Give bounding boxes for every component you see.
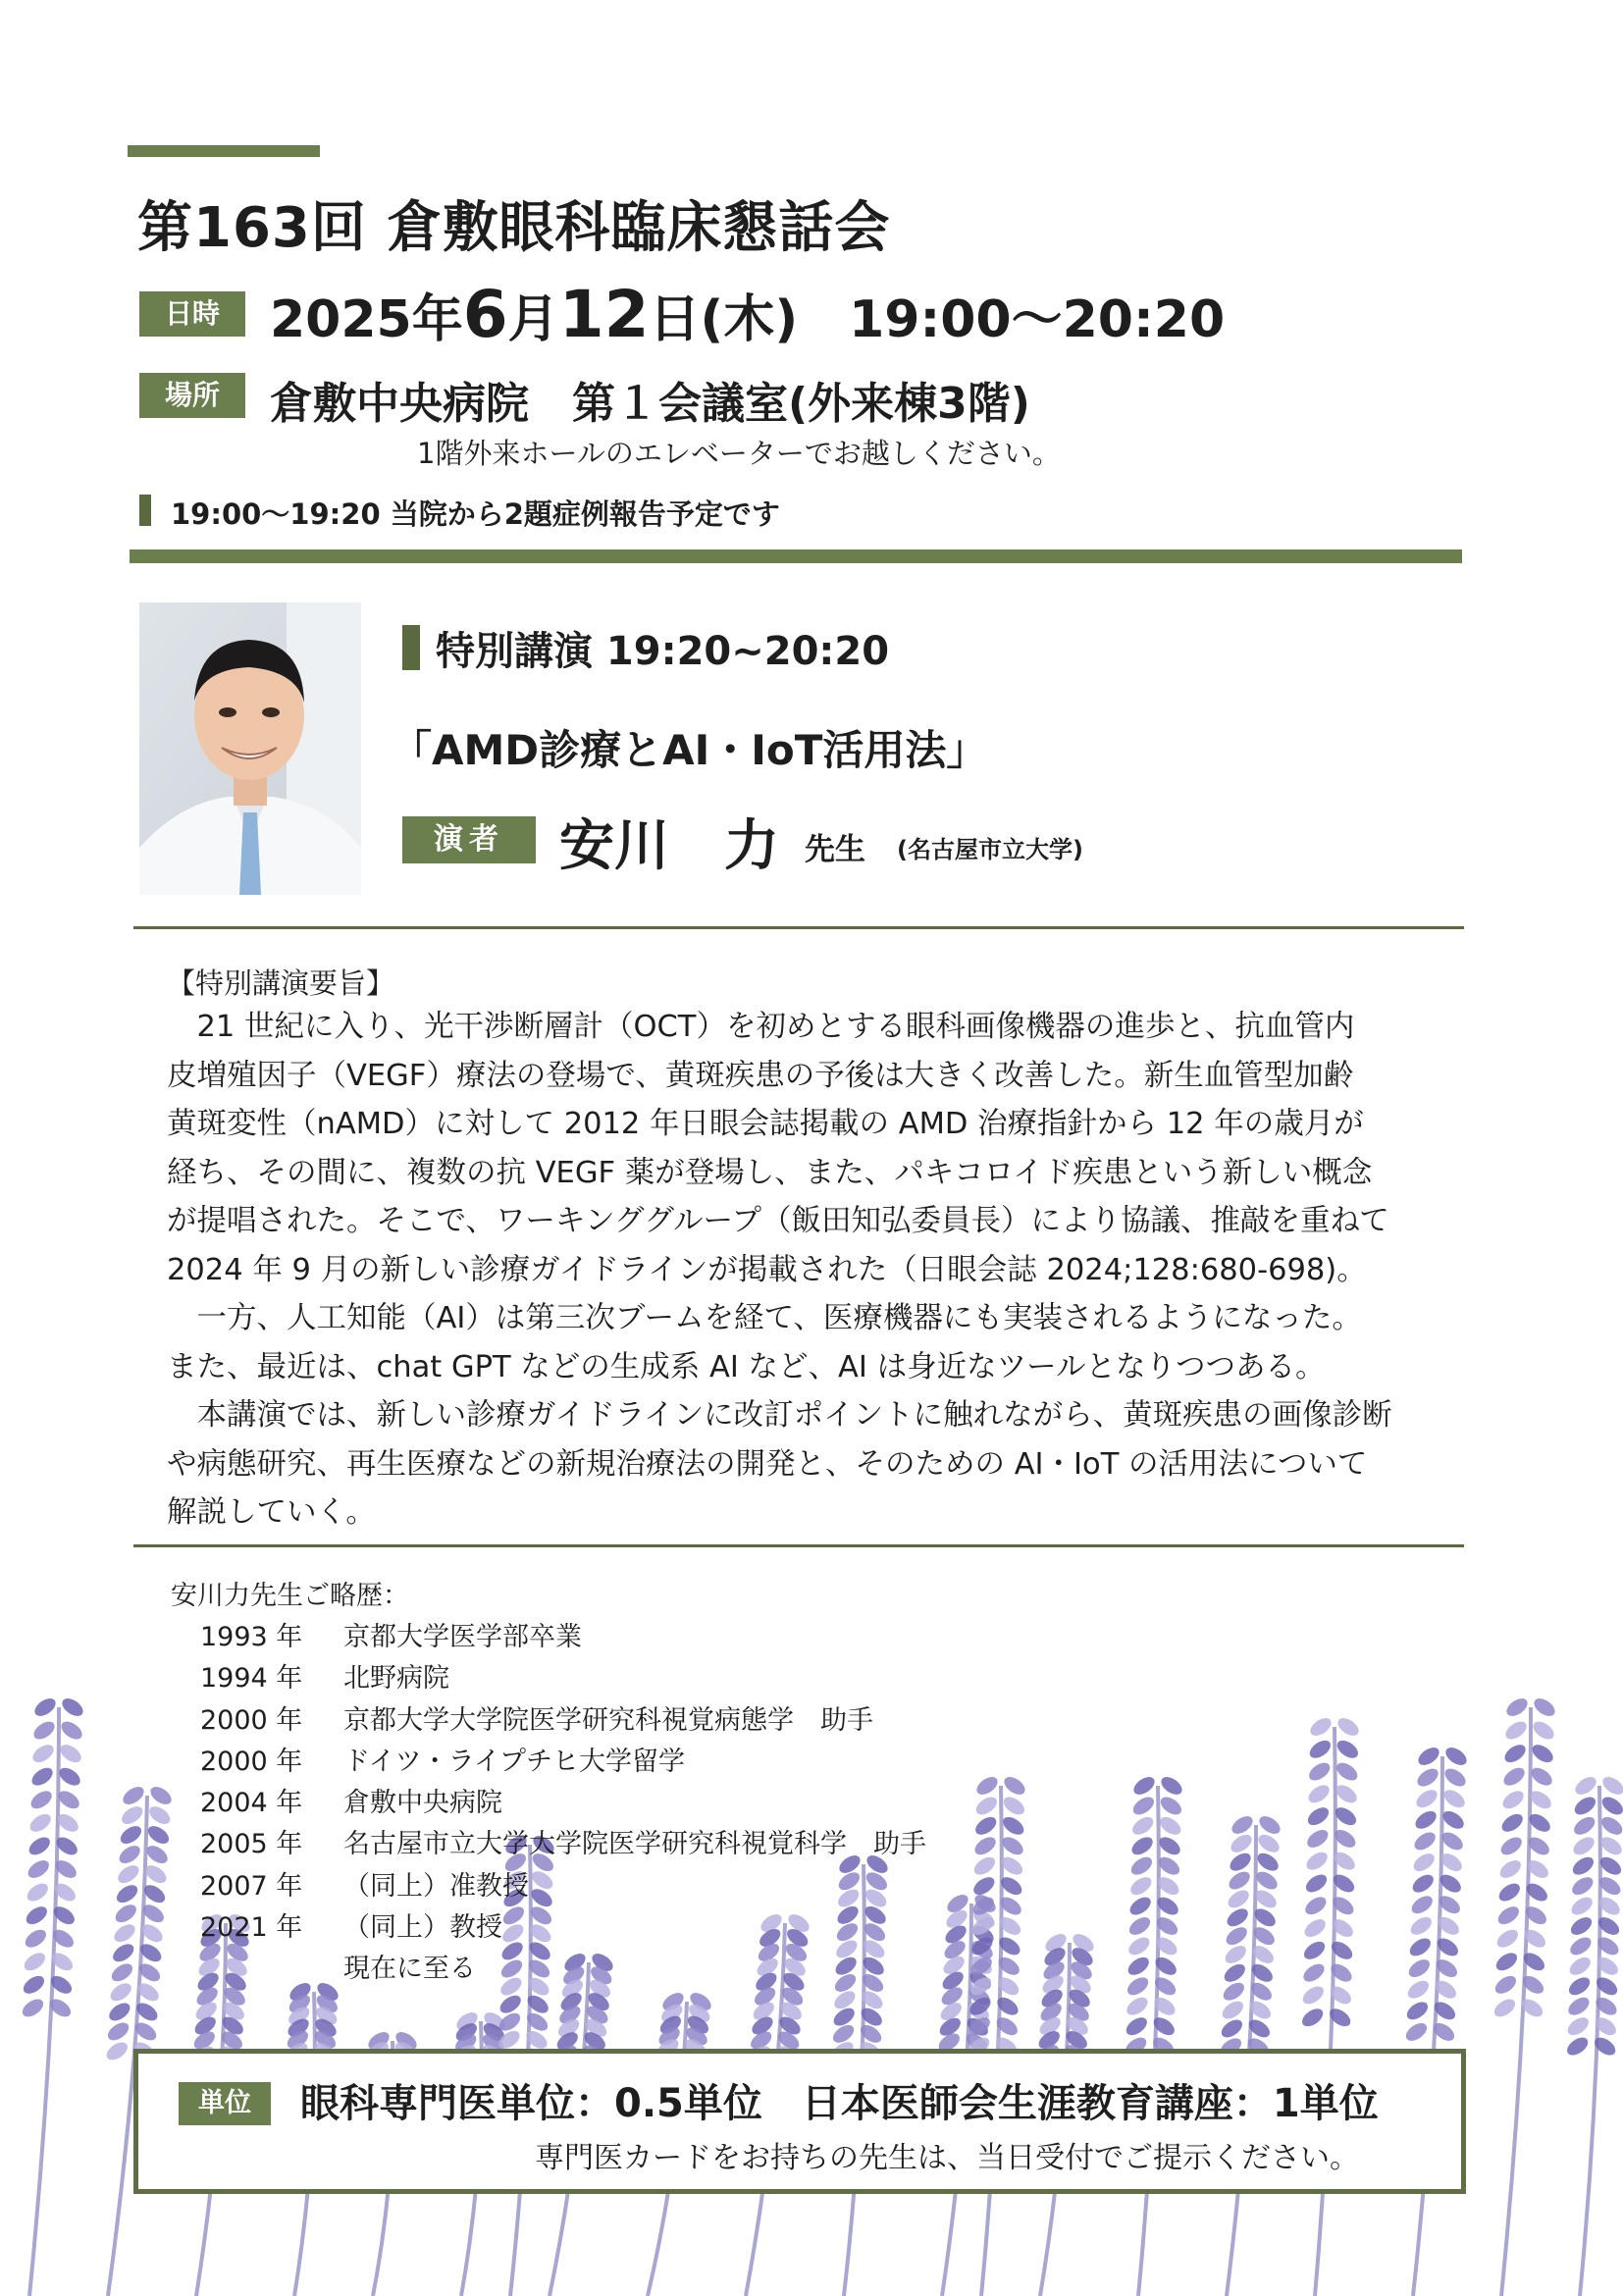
lavender-bud — [23, 1926, 50, 1951]
lavender-bud — [120, 1783, 147, 1807]
lavender-bud — [110, 1941, 137, 1965]
lavender-bud — [1495, 1880, 1523, 1905]
lavender-bud — [1303, 1871, 1331, 1896]
event-title: 第163回 倉敷眼科臨床懇話会 — [137, 196, 891, 260]
lavender-bud — [1568, 1913, 1596, 1938]
lavender-bud — [107, 1980, 134, 2005]
lavender-bud — [831, 1988, 859, 2012]
lavender-bud — [1502, 1718, 1530, 1743]
lavender-bud — [1498, 1810, 1526, 1835]
lavender-bud — [1225, 1887, 1252, 1911]
lavender-bud — [1568, 1894, 1596, 1918]
lavender-bud — [1406, 1935, 1434, 1959]
lavender-bud — [1123, 2014, 1150, 2039]
lavender-bud — [1304, 1826, 1332, 1851]
date-year: 2025年 — [270, 290, 463, 349]
lavender-bud — [1572, 1773, 1599, 1798]
lavender-bud — [1224, 1905, 1251, 1930]
lavender-bud — [1125, 1974, 1152, 1999]
bio-text: （同上）教授 — [343, 1912, 502, 1944]
lavender-bud — [1254, 1850, 1282, 1874]
lavender-bud — [1301, 1915, 1329, 1940]
bio-text: 倉敷中央病院 — [343, 1788, 502, 1819]
lavender-bud — [1128, 1834, 1156, 1858]
lavender-bud — [147, 1783, 175, 1807]
abstract-line: 皮増殖因子（VEGF）療法の登場で、黄斑疾患の予後は大きく改善した。新生血管型加齢 — [167, 1058, 1354, 1093]
section-divider — [133, 926, 1464, 929]
section-divider-thick — [130, 549, 1462, 563]
lavender-bud — [1566, 1974, 1594, 1999]
lavender-bud — [973, 1773, 1001, 1798]
abstract-line: 経ち、その間に、複数の抗 VEGF 薬が登場し、また、パキコロイド疾患という新しい概念 — [167, 1155, 1373, 1190]
lavender-bud — [1125, 1954, 1152, 1978]
lavender-bud — [20, 1996, 47, 2020]
lavender-bud — [1494, 1904, 1522, 1928]
lavender-bud — [1228, 1831, 1255, 1855]
lavender-bud — [1229, 1812, 1256, 1837]
lavender-bud — [1569, 1874, 1597, 1899]
case-report-marker — [139, 495, 151, 526]
lavender-bud — [1570, 1834, 1597, 1858]
lavender-bud — [971, 1834, 999, 1858]
lavender-bud — [115, 1862, 142, 1887]
lavender-bud — [1130, 1794, 1158, 1818]
event-date — [270, 277, 1225, 352]
lavender-bud — [1301, 1938, 1329, 1962]
lavender-bud — [1299, 1983, 1327, 2008]
lavender-bud — [105, 2019, 132, 2044]
lavender-bud — [1299, 2006, 1327, 2030]
lavender-bud — [830, 2021, 858, 2046]
abstract-line: や病態研究、再生医療などの新規治療法の開発と、そのための AI・IoT の活用法について — [167, 1446, 1368, 1482]
lavender-bud — [27, 1788, 55, 1812]
abstract-line: 2024 年 9 月の新しい診療ガイドラインが掲載された（日眼会誌 2024;128:680-698)。 — [167, 1252, 1367, 1287]
lavender-bud — [103, 2039, 131, 2063]
lavender-bud — [1305, 1782, 1333, 1806]
lavender-bud — [1219, 2016, 1246, 2041]
lavender-bud — [58, 1718, 85, 1743]
lavender-bud — [863, 1886, 890, 1910]
lavender-bud — [499, 1921, 527, 1946]
lavender-bud — [1227, 1850, 1254, 1874]
lavender-bud — [834, 1920, 862, 1945]
lecture-title: 「AMD診療とAI・IoT活用法」 — [391, 726, 988, 774]
lavender-bud — [498, 1939, 526, 1963]
lavender-bud — [1411, 1829, 1439, 1853]
lavender-bud — [1000, 1813, 1027, 1838]
bio-year: 2005 年 — [200, 1829, 303, 1860]
speaker-affiliation: (名古屋市立大学) — [897, 836, 1083, 863]
abstract-line: 解説していく。 — [167, 1495, 376, 1530]
lavender-bud — [1158, 1773, 1185, 1798]
lavender-bud — [1126, 1934, 1153, 1958]
lavender-bud — [1126, 1894, 1154, 1918]
lavender-bud — [1306, 1759, 1334, 1784]
lavender-bud — [1405, 1977, 1433, 2002]
lavender-bud — [1001, 1773, 1028, 1798]
credit-tag: 単位 — [179, 2082, 271, 2125]
bio-year: 2021 年 — [200, 1912, 303, 1944]
credit-note: 専門医カードをお持ちの先生は、当日受付でご提示ください。 — [535, 2141, 1359, 2175]
lavender-bud — [971, 1853, 999, 1878]
bio-text: 北野病院 — [343, 1663, 449, 1695]
lavender-bud — [836, 1869, 864, 1894]
lavender-bud — [1408, 1893, 1436, 1917]
lavender-bud — [1565, 1994, 1593, 2018]
lavender-bud — [111, 1921, 138, 1946]
lavender-bud — [1302, 1894, 1330, 1918]
abstract-line: 21 世紀に入り、光干渉断層計（OCT）を初めとする眼科画像機器の進歩と、抗血管内 — [167, 1010, 1355, 1044]
lavender-bud — [26, 1834, 53, 1858]
abstract-line: 黄斑変性（nAMD）に対して 2012 年日眼会誌掲載の AMD 治療指針から 12 年の歳月が — [167, 1107, 1364, 1141]
lavender-bud — [1571, 1813, 1598, 1838]
lavender-bud — [1307, 1737, 1335, 1761]
lavender-bud — [114, 1882, 141, 1906]
lavender-bud — [835, 1886, 863, 1910]
bio-year: 2000 年 — [200, 1704, 303, 1736]
lavender-bud — [1256, 1812, 1283, 1837]
lavender-bud — [1404, 1999, 1432, 2023]
abstract-body — [167, 1003, 1442, 1538]
lavender-bud — [830, 2005, 858, 2029]
lavender-bud — [1503, 1695, 1531, 1719]
lavender-bud — [1335, 1737, 1362, 1761]
lavender-bud — [1441, 1765, 1469, 1790]
lavender-bud — [1124, 1994, 1151, 2018]
lavender-bud — [832, 1970, 860, 1995]
lavender-bud — [833, 1937, 861, 1961]
lavender-bud — [146, 1802, 174, 1827]
speaker-name: 安川 力 — [559, 814, 779, 878]
lavender-bud — [1501, 1742, 1529, 1766]
lavender-bud — [1413, 1787, 1440, 1811]
lavender-bud — [1500, 1764, 1528, 1789]
lavender-bud — [1158, 1794, 1185, 1818]
lavender-bud — [29, 1742, 57, 1766]
lavender-bud — [21, 1972, 48, 1997]
lavender-bud — [1223, 1924, 1250, 1949]
lavender-bud — [1599, 1794, 1623, 1818]
lavender-bud — [1222, 1942, 1249, 1966]
lavender-bud — [145, 1822, 173, 1847]
lavender-bud — [1220, 1998, 1247, 2022]
lavender-bud — [1440, 1787, 1468, 1811]
lavender-bud — [1531, 1695, 1558, 1719]
lavender-bud — [24, 1880, 51, 1905]
lavender-bud — [1307, 1714, 1335, 1739]
bio-year: 2007 年 — [200, 1870, 303, 1902]
lavender-bud — [1409, 1871, 1437, 1896]
lavender-bud — [1492, 1972, 1520, 1997]
speaker-photo — [139, 602, 361, 895]
lavender-bud — [1499, 1788, 1527, 1812]
lavender-bud — [1128, 1853, 1156, 1878]
bio-year: 1993 年 — [200, 1622, 303, 1652]
lavender-bud — [497, 1992, 524, 2016]
lavender-bud — [1129, 1813, 1157, 1838]
lavender-bud — [1494, 1926, 1522, 1951]
place-tag: 場所 — [139, 373, 245, 418]
lavender-bud — [23, 1904, 50, 1928]
lavender-bud — [1530, 1718, 1557, 1743]
lavender-bud — [1406, 1956, 1434, 1980]
speaker-tag: 演者 — [402, 816, 536, 863]
abstract-line: 一方、人工知能（AI）は第三次ブームを経て、医療機器にも実装されるようになった。 — [167, 1301, 1362, 1335]
speaker-honorific: 先生 — [805, 832, 865, 867]
lavender-bud — [106, 2000, 133, 2024]
lavender-bud — [30, 1718, 58, 1743]
lavender-bud — [109, 1960, 136, 1985]
bio-year: 2000 年 — [200, 1746, 303, 1777]
lavender-bud — [59, 1695, 86, 1719]
lavender-bud — [1493, 1950, 1521, 1974]
lavender-bud — [1130, 1773, 1158, 1798]
lavender-bud — [973, 1794, 1001, 1818]
lavender-bud — [832, 1954, 860, 1978]
date-month-unit: 月 — [507, 290, 559, 349]
credit-text: 眼科専門医単位：0.5単位 日本医師会生涯教育講座：1単位 — [300, 2081, 1379, 2126]
lavender-bud — [1412, 1807, 1440, 1832]
abstract-line: また、最近は、chat GPT などの生成系 AI など、AI は身近なツールとなりつつある。 — [167, 1349, 1326, 1384]
bio-text: （同上）准教授 — [343, 1870, 529, 1902]
lavender-bud — [57, 1742, 84, 1766]
bio-text: ドイツ・ライプチヒ大学留学 — [343, 1746, 686, 1777]
lavender-bud — [1127, 1874, 1155, 1899]
lavender-bud — [1496, 1856, 1524, 1881]
lavender-bud — [834, 1903, 862, 1927]
abstract-heading: 【特別講演要旨】 — [167, 966, 395, 1000]
bio-heading: 安川力先生ご略歴： — [171, 1581, 409, 1611]
top-accent-bar — [128, 145, 320, 157]
lavender-bud — [864, 1869, 891, 1894]
date-weekday-time: 日(木) 19:00～20:20 — [649, 290, 1226, 349]
lavender-bud — [1567, 1934, 1595, 1958]
bio-text: 京都大学大学院医学研究科視覚病態学 助手 — [343, 1704, 873, 1736]
lavender-bud — [1566, 1954, 1594, 1978]
lavender-bud — [498, 1957, 526, 1981]
case-report-note: 19:00～19:20 当院から2題症例報告予定です — [171, 497, 780, 531]
lavender-bud — [497, 1974, 525, 1999]
lavender-bud — [529, 1868, 556, 1893]
lavender-bud — [1564, 2014, 1592, 2039]
date-tag: 日時 — [139, 291, 245, 337]
abstract-line: が提唱された。そこで、ワーキンググループ（飯田知弘委員長）により協議、推敲を重ねて — [167, 1204, 1389, 1238]
bio-year: 1994 年 — [200, 1663, 303, 1695]
lavender-bud — [22, 1950, 49, 1974]
lavender-bud — [1497, 1834, 1525, 1858]
lavender-bud — [1001, 1794, 1028, 1818]
lavender-bud — [1226, 1868, 1253, 1893]
lavender-bud — [1157, 1813, 1184, 1838]
lavender-bud — [119, 1802, 146, 1827]
lavender-bud — [25, 1856, 52, 1881]
lavender-bud — [1335, 1714, 1362, 1739]
lavender-bud — [972, 1813, 1000, 1838]
elevator-note: 1階外来ホールのエレベーターでお越しください。 — [417, 437, 1061, 470]
lavender-bud — [1255, 1831, 1283, 1855]
lecture-heading: 特別講演 19:20~20:20 — [436, 629, 890, 674]
bio-text: 現在に至る — [343, 1954, 476, 1985]
lavender-bud — [1415, 1744, 1442, 1768]
bio-text: 名古屋市立大学大学院医学研究科視覚科学 助手 — [343, 1829, 926, 1860]
lavender-bud — [1300, 1960, 1328, 1985]
lavender-bud — [500, 1904, 528, 1928]
lavender-bud — [28, 1764, 56, 1789]
lavender-bud — [1126, 1913, 1154, 1938]
lavender-bud — [118, 1822, 145, 1847]
lavender-bud — [970, 1874, 998, 1899]
lavender-bud — [1221, 1960, 1248, 1985]
lavender-bud — [1529, 1742, 1556, 1766]
lavender-bud — [1303, 1849, 1331, 1873]
lecture-marker — [402, 625, 420, 670]
lavender-bud — [1305, 1804, 1333, 1829]
lavender-bud — [1599, 1773, 1623, 1798]
date-month: 6 — [462, 277, 508, 352]
lavender-bud — [1570, 1853, 1597, 1878]
lavender-bud — [1410, 1850, 1438, 1874]
lavender-bud — [1442, 1744, 1470, 1768]
lavender-bud — [1414, 1765, 1441, 1790]
lavender-bud — [26, 1810, 54, 1835]
lavender-bud — [1334, 1759, 1361, 1784]
lavender-bud — [31, 1695, 59, 1719]
lavender-bud — [1220, 1979, 1247, 2004]
lavender-bud — [1564, 2034, 1592, 2059]
section-divider — [133, 1544, 1464, 1547]
lavender-bud — [1403, 2019, 1431, 2044]
lavender-bud — [1572, 1794, 1599, 1818]
abstract-line: 本講演では、新しい診療ガイドラインに改訂ポイントに触れながら、黄斑疾患の画像診断 — [167, 1398, 1392, 1433]
lavender-bud — [116, 1842, 143, 1866]
date-day: 12 — [558, 277, 650, 352]
bio-year: 2004 年 — [200, 1788, 303, 1819]
bio-text: 京都大学医学部卒業 — [343, 1622, 582, 1652]
event-place: 倉敷中央病院 第１会議室(外来棟3階) — [270, 379, 1030, 429]
lavender-bud — [112, 1902, 139, 1926]
lavender-bud — [1492, 1996, 1519, 2020]
lavender-bud — [1407, 1913, 1435, 1938]
